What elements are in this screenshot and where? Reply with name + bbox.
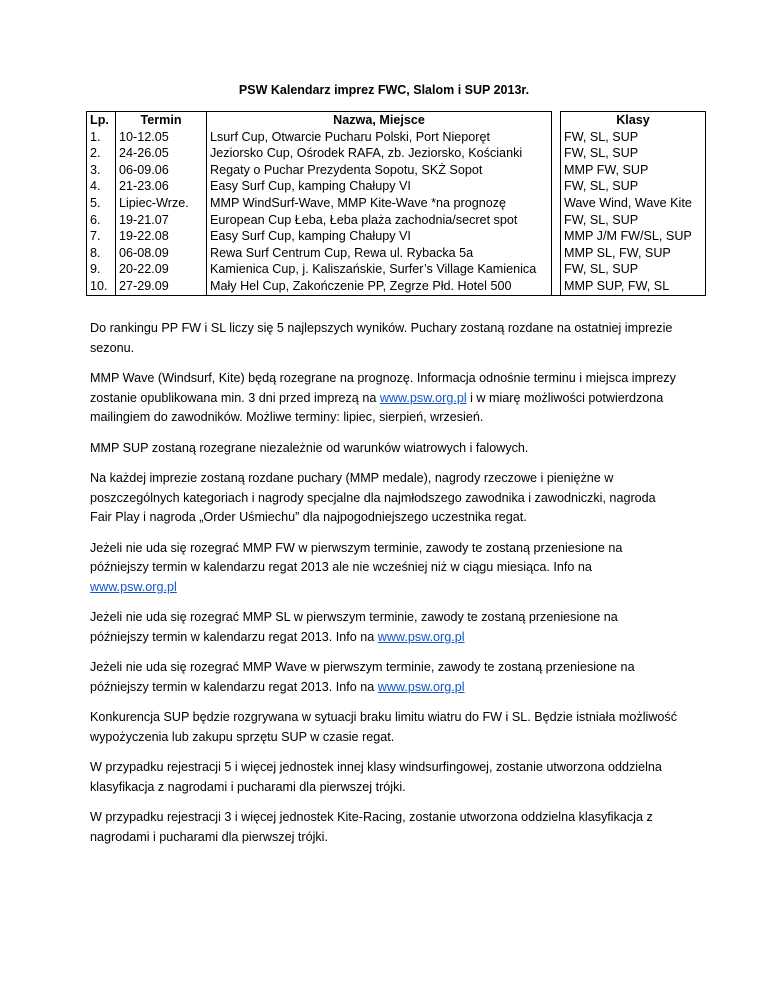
cell-klasy: FW, SL, SUP: [561, 129, 706, 146]
cell-termin: 19-22.08: [116, 228, 207, 245]
paragraph-text: Jeżeli nie uda się rozegrać MMP FW w pierwszym terminie, zawody te zostaną przeniesione na późniejszy termin w kalendarzu regat 2013 ale nie wcześniej niż w ciągu miesiąca. Info na: [90, 540, 623, 574]
cell-nazwa: MMP WindSurf-Wave, MMP Kite-Wave *na prognozę: [207, 195, 552, 212]
table-header-row: [87, 112, 706, 129]
cell-termin: Lipiec-Wrze.: [116, 195, 207, 212]
header-nazwa: Nazwa, Miejsce: [207, 112, 552, 129]
column-gap: [552, 212, 561, 229]
paragraph-windsurf-class: W przypadku rejestracji 5 i więcej jednostek innej klasy windsurfingowej, zostanie utworzona oddzielna klasyfikacja z nagrodami i pucharami dla pierwszej trójki.: [90, 760, 662, 794]
paragraph-mmp-wave-postpone: [90, 658, 680, 697]
column-gap: [552, 195, 561, 212]
paragraph-mmp-sl: [90, 608, 680, 647]
psw-website-link[interactable]: www.psw.org.pl: [379, 390, 467, 405]
table-row: [87, 245, 706, 262]
cell-lp: 6.: [87, 212, 116, 229]
cell-nazwa: Rewa Surf Centrum Cup, Rewa ul. Rybacka 5a: [207, 245, 552, 262]
cell-nazwa: Easy Surf Cup, kamping Chałupy VI: [207, 228, 552, 245]
cell-nazwa: Mały Hel Cup, Zakończenie PP, Zegrze Płd. Hotel 500: [207, 278, 552, 295]
psw-website-link[interactable]: www.psw.org.pl: [377, 629, 465, 644]
column-gap: [552, 145, 561, 162]
cell-termin: 27-29.09: [116, 278, 207, 295]
column-gap: [552, 278, 561, 295]
cell-termin: 21-23.06: [116, 178, 207, 195]
cell-lp: 3.: [87, 162, 116, 179]
paragraph-kite-racing: W przypadku rejestracji 3 i więcej jednostek Kite-Racing, zostanie utworzona oddzielna klasyfikacja z nagrodami i pucharami dla pierwszej trójki.: [90, 810, 653, 844]
cell-termin: 06-08.09: [116, 245, 207, 262]
column-gap: [552, 178, 561, 195]
cell-lp: 5.: [87, 195, 116, 212]
cell-klasy: MMP SUP, FW, SL: [561, 278, 706, 295]
cell-klasy: MMP J/M FW/SL, SUP: [561, 228, 706, 245]
table-row: [87, 145, 706, 162]
cell-nazwa: European Cup Łeba, Łeba plaża zachodnia/secret spot: [207, 212, 552, 229]
cell-klasy: MMP FW, SUP: [561, 162, 706, 179]
table-row: [87, 212, 706, 229]
cell-termin: 20-22.09: [116, 261, 207, 278]
table-body: [87, 129, 706, 295]
paragraph-text: Jeżeli nie uda się rozegrać MMP Wave w pierwszym terminie, zawody te zostaną przeniesione na późniejszy termin w kalendarzu regat 2013. Info na: [90, 660, 635, 694]
cell-termin: 24-26.05: [116, 145, 207, 162]
table-row: [87, 178, 706, 195]
paragraph-text: MMP Wave (Windsurf, Kite) będą rozegrane na prognozę. Informacja odnośnie terminu i miejsca imprezy zostanie opublikowana min. 3 dni przed imprezą na: [90, 371, 676, 405]
cell-klasy: FW, SL, SUP: [561, 212, 706, 229]
cell-termin: 06-09.06: [116, 162, 207, 179]
header-termin: Termin: [116, 112, 207, 129]
document-body: [90, 319, 680, 858]
cell-lp: 9.: [87, 261, 116, 278]
paragraph-mmp-wave: [90, 369, 680, 428]
paragraph-text: i w miarę możliwości potwierdzona mailingiem do zawodników. Możliwe terminy: lipiec, sierpień, wrzesień.: [90, 390, 664, 424]
column-gap: [552, 245, 561, 262]
column-gap: [552, 261, 561, 278]
column-gap: [552, 112, 561, 129]
psw-website-link[interactable]: www.psw.org.pl: [377, 679, 465, 694]
cell-nazwa: Kamienica Cup, j. Kaliszańskie, Surfer’s Village Kamienica: [207, 261, 552, 278]
table-row: [87, 195, 706, 212]
cell-klasy: FW, SL, SUP: [561, 261, 706, 278]
paragraph-text: Jeżeli nie uda się rozegrać MMP SL w pierwszym terminie, zawody te zostaną przeniesione na późniejszy termin w kalendarzu regat 2013. Info na: [90, 610, 618, 644]
cell-lp: 2.: [87, 145, 116, 162]
cell-nazwa: Regaty o Puchar Prezydenta Sopotu, SKŻ Sopot: [207, 162, 552, 179]
cell-lp: 7.: [87, 228, 116, 245]
cell-lp: 1.: [87, 129, 116, 146]
paragraph-prizes: Na każdej imprezie zostaną rozdane puchary (MMP medale), nagrody rzeczowe i pieniężne w poszczególnych kategoriach i nagrody specjalne dla najmłodszego zawodnika i zawodniczki, nagroda Fair Play i nagroda „Order Uśmiechu” dla najpogodniejszego uczestnika regat.: [90, 471, 656, 524]
paragraph-sup-competition: Konkurencja SUP będzie rozgrywana w sytuacji braku limitu wiatru do FW i SL. Będzie istniała możliwość wypożyczenia lub zakupu sprzętu SUP w czasie regat.: [90, 710, 678, 744]
paragraph-mmp-fw: [90, 539, 680, 598]
column-gap: [552, 129, 561, 146]
cell-nazwa: Lsurf Cup, Otwarcie Pucharu Polski, Port Nieporęt: [207, 129, 552, 146]
cell-nazwa: Jeziorsko Cup, Ośrodek RAFA, zb. Jeziorsko, Kościanki: [207, 145, 552, 162]
table-row: [87, 278, 706, 295]
table-row: [87, 228, 706, 245]
paragraph-ranking: Do rankingu PP FW i SL liczy się 5 najlepszych wyników. Puchary zostaną rozdane na ostatniej imprezie sezonu.: [90, 321, 673, 355]
cell-klasy: FW, SL, SUP: [561, 178, 706, 195]
column-gap: [552, 162, 561, 179]
column-gap: [552, 228, 561, 245]
cell-lp: 8.: [87, 245, 116, 262]
header-lp: Lp.: [87, 112, 116, 129]
table-row: [87, 261, 706, 278]
cell-lp: 10.: [87, 278, 116, 295]
psw-website-link[interactable]: www.psw.org.pl: [90, 579, 177, 594]
document-title: PSW Kalendarz imprez FWC, Slalom i SUP 2013r.: [238, 83, 530, 97]
paragraph-mmp-sup: MMP SUP zostaną rozegrane niezależnie od warunków wiatrowych i falowych.: [90, 440, 529, 455]
cell-termin: 19-21.07: [116, 212, 207, 229]
cell-klasy: MMP SL, FW, SUP: [561, 245, 706, 262]
table-row: [87, 162, 706, 179]
cell-klasy: FW, SL, SUP: [561, 145, 706, 162]
table-row: [87, 129, 706, 146]
cell-nazwa: Easy Surf Cup, kamping Chałupy VI: [207, 178, 552, 195]
events-calendar-table: [86, 111, 706, 296]
cell-klasy: Wave Wind, Wave Kite: [561, 195, 706, 212]
cell-lp: 4.: [87, 178, 116, 195]
header-klasy: Klasy: [561, 112, 706, 129]
cell-termin: 10-12.05: [116, 129, 207, 146]
